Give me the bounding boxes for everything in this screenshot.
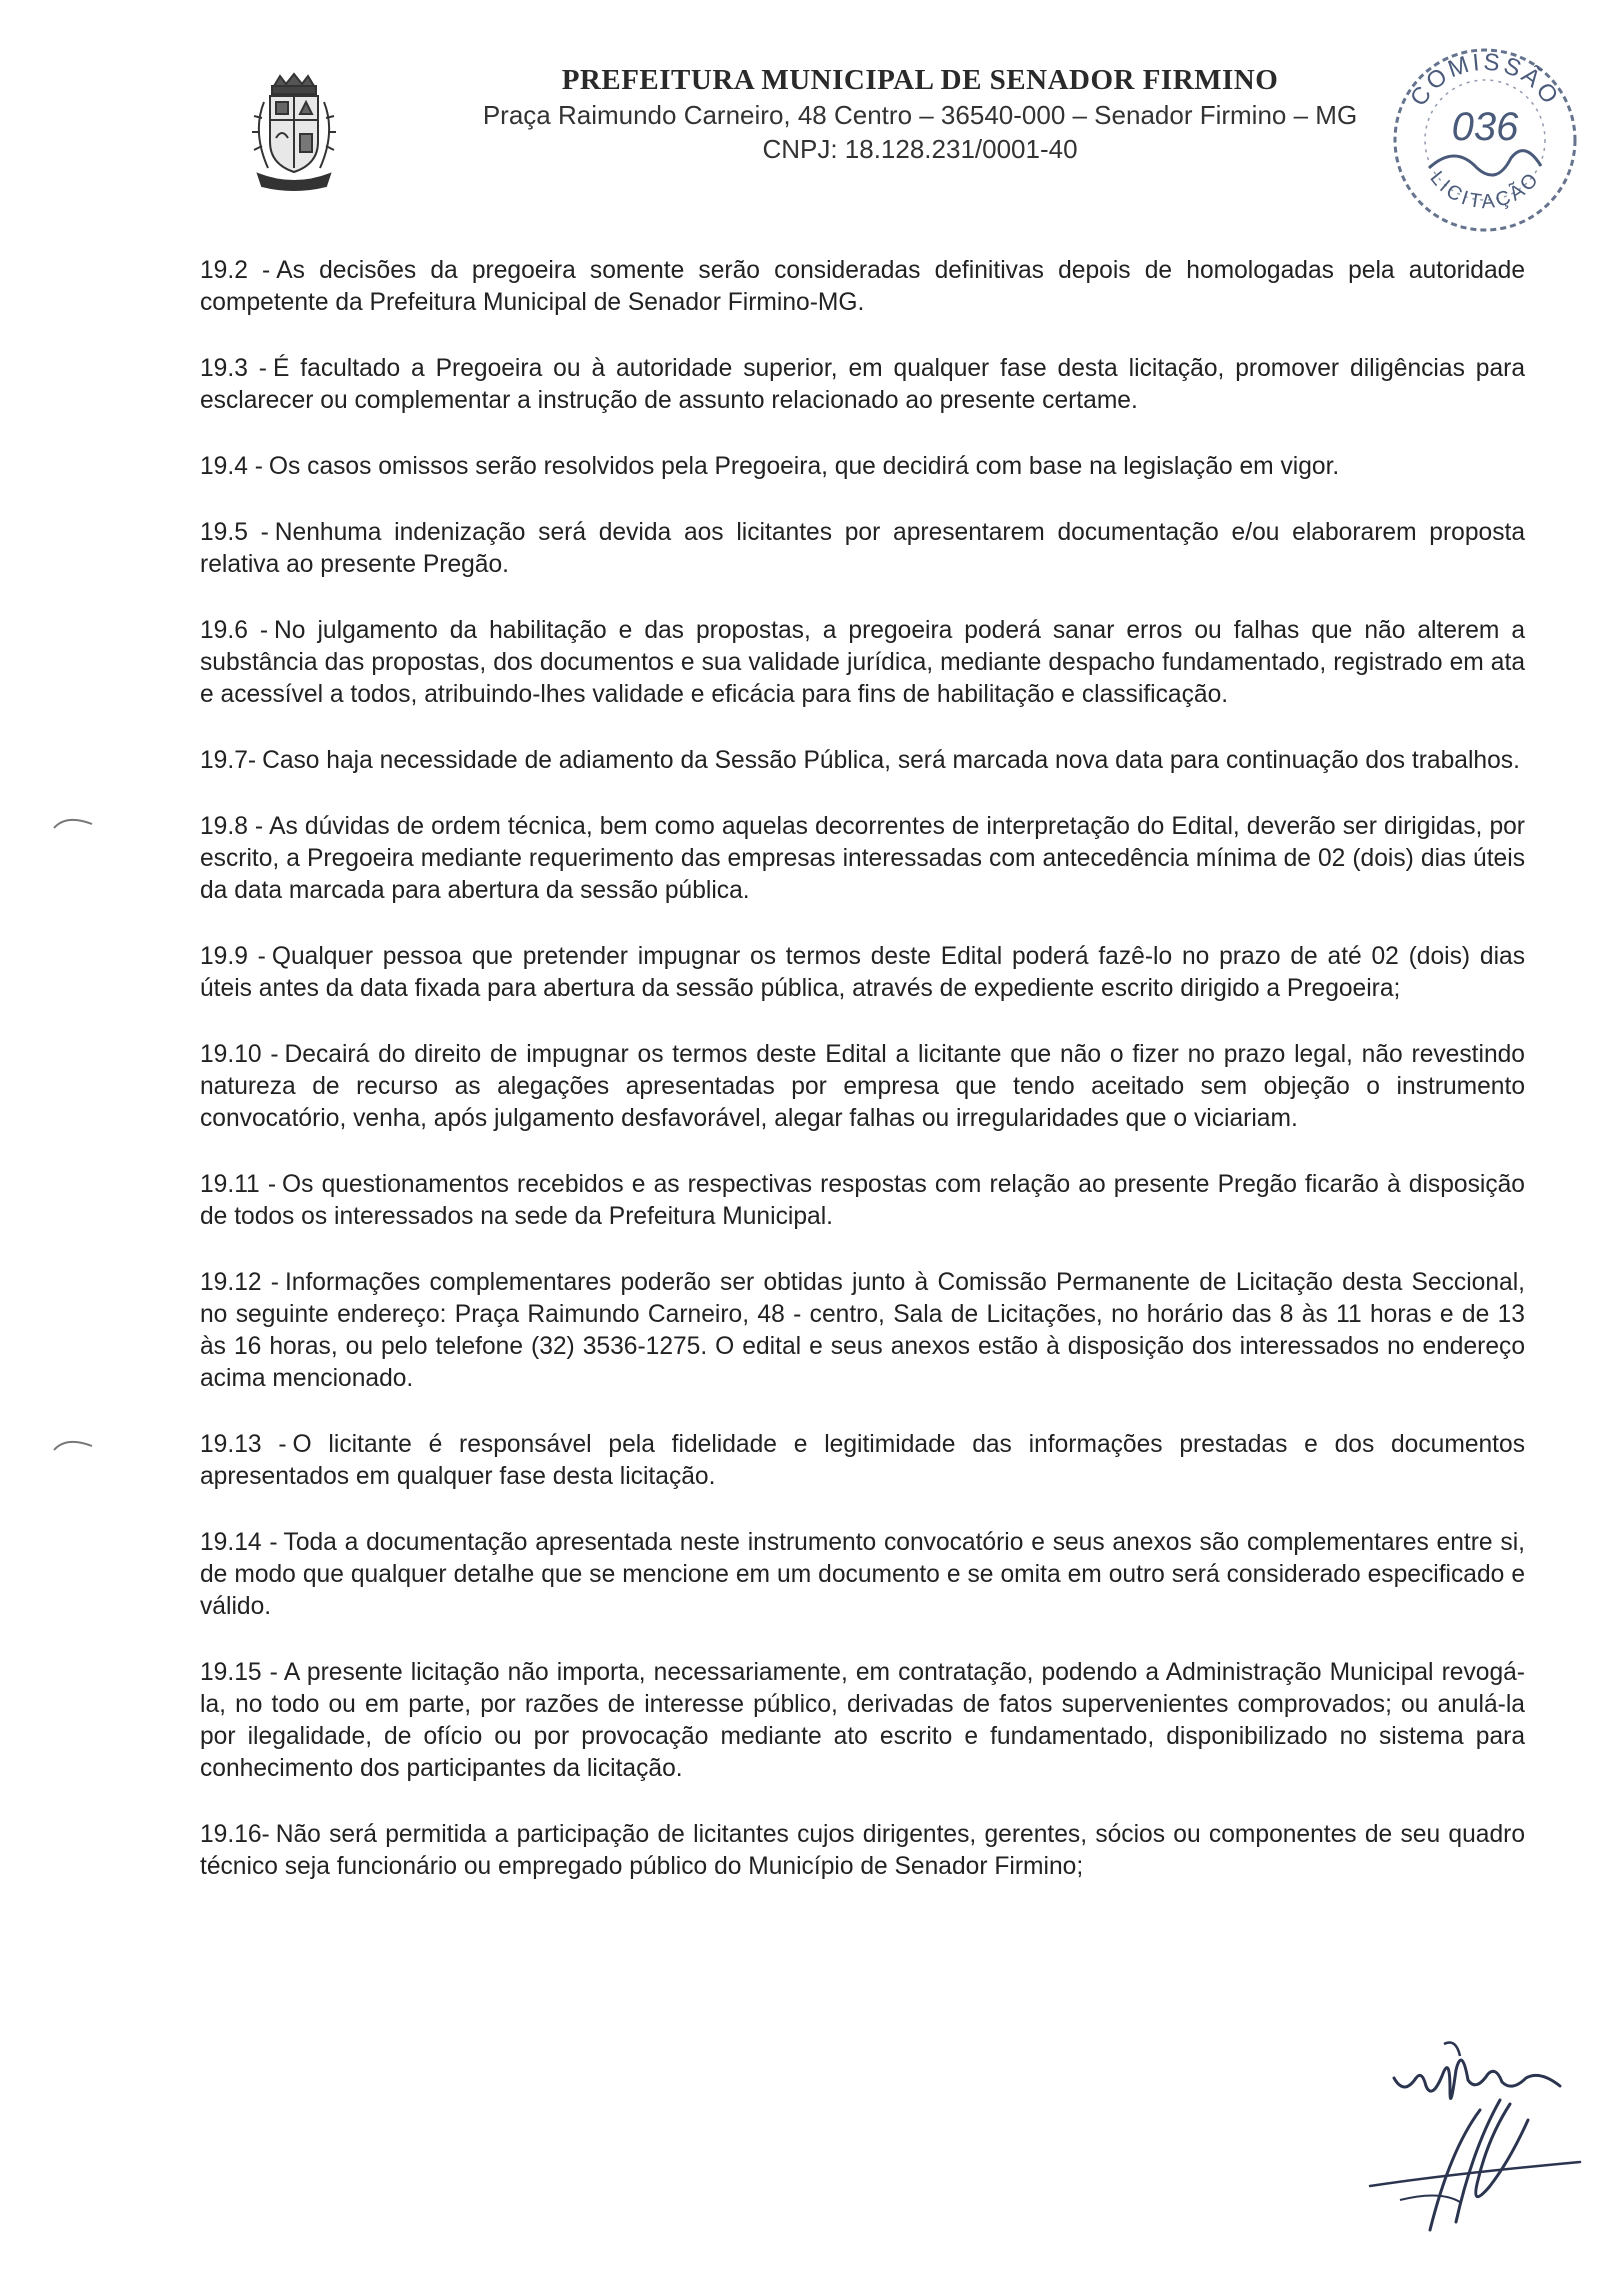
clause-19-7: 19.7- Caso haja necessidade de adiamento da Sessão Pública, será marcada nova data para continuação dos trabalhos. <box>200 747 1520 774</box>
letterhead <box>420 62 1420 166</box>
clause-19-10: 19.10 - Decairá do direito de impugnar os termos deste Edital a licitante que não o fizer no prazo legal, não revestindo natureza de recurso as alegações apresentadas por empresa que tendo aceitado sem objeção o instrumento convocatório, venha, após julgamento desfavorável, alegar falhas ou irregularidades que o viciariam. <box>200 1041 1525 1132</box>
letterhead-cnpj: CNPJ: 18.128.231/0001-40 <box>762 134 1078 164</box>
stamp-bottom-text: LICITAÇÃO <box>1425 167 1545 214</box>
margin-mark-icon <box>52 1432 96 1454</box>
clause-19-15: 19.15 - A presente licitação não importa, necessariamente, em contratação, podendo a Administração Municipal revogá-la, no todo ou em parte, por razões de interesse público, derivadas de fatos supervenientes comprovados; ou anulá-la por ilegalidade, de ofício ou por provocação mediante ato escrito e fundamentado, disponibilizado no sistema para conhecimento dos participantes da licitação. <box>200 1659 1525 1782</box>
clause-19-4: 19.4 - Os casos omissos serão resolvidos pela Pregoeira, que decidirá com base na legislação em vigor. <box>200 453 1340 480</box>
clause-19-2: 19.2 - As decisões da pregoeira somente serão consideradas definitivas depois de homologadas pela autoridade competente da Prefeitura Municipal de Senador Firmino-MG. <box>200 257 1526 316</box>
clause-19-6: 19.6 - No julgamento da habilitação e das propostas, a pregoeira poderá sanar erros ou falhas que não alterem a substância das propostas, dos documentos e sua validade jurídica, mediante despacho fundamentado, registrado em ata e acessível a todos, atribuindo-lhes validade e eficácia para fins de habilitação e classificação. <box>200 617 1526 708</box>
letterhead-address: Praça Raimundo Carneiro, 48 Centro – 36540-000 – Senador Firmino – MG <box>482 100 1358 130</box>
clause-19-12: 19.12 - Informações complementares poderão ser obtidas junto à Comissão Permanente de Licitação desta Seccional, no seguinte endereço: Praça Raimundo Carneiro, 48 - centro, Sala de Licitações, no horário das 8 às 11 horas e de 13 às 16 horas, ou pelo telefone (32) 3536-1275. O edital e seus anexos estão à disposição dos interessados no endereço acima mencionado. <box>200 1269 1525 1392</box>
stamp-top-text: COMISSÃO <box>1404 48 1566 112</box>
clause-19-5: 19.5 - Nenhuma indenização será devida aos licitantes por apresentarem documentação e/ou elaborarem proposta relativa ao presente Pregão. <box>200 519 1525 578</box>
clause-19-13: 19.13 - O licitante é responsável pela fidelidade e legitimidade das informações prestadas e dos documentos apresentados em qualquer fase desta licitação. <box>200 1431 1525 1490</box>
clause-19-14: 19.14 - Toda a documentação apresentada neste instrumento convocatório e seus anexos são complementares entre si, de modo que qualquer detalhe que se mencione em um documento e se omita em outro será considerado especificado e válido. <box>200 1529 1525 1620</box>
letterhead-title: PREFEITURA MUNICIPAL DE SENADOR FIRMINO <box>561 64 1279 96</box>
clause-19-16: 19.16- Não será permitida a participação de licitantes cujos dirigentes, gerentes, sócios ou componentes de seu quadro técnico seja funcionário ou empregado público do Município de Senador Firmino; <box>200 1821 1525 1880</box>
clause-19-8: 19.8 - As dúvidas de ordem técnica, bem como aquelas decorrentes de interpretação do Edital, deverão ser dirigidas, por escrito, a Pregoeira mediante requerimento das empresas interessadas com antecedência mínima de 02 (dois) dias úteis da data marcada para abertura da sessão pública. <box>200 813 1525 904</box>
signature-icon <box>1360 2090 1590 2240</box>
stamp-icon <box>1385 40 1585 240</box>
coat-of-arms-icon <box>248 72 340 194</box>
clause-19-11: 19.11 - Os questionamentos recebidos e as respectivas respostas com relação ao presente Pregão ficarão à disposição de todos os interessados na sede da Prefeitura Municipal. <box>200 1171 1525 1230</box>
clause-19-9: 19.9 - Qualquer pessoa que pretender impugnar os termos deste Edital poderá fazê-lo no prazo de até 02 (dois) dias úteis antes da data fixada para abertura da sessão pública, através de expediente escrito dirigido a Pregoeira; <box>200 943 1526 1002</box>
margin-mark-icon <box>52 810 96 832</box>
clause-19-3: 19.3 - É facultado a Pregoeira ou à autoridade superior, em qualquer fase desta licitação, promover diligências para esclarecer ou complementar a instrução de assunto relacionado ao presente certame. <box>200 355 1526 414</box>
clause-list <box>200 255 1525 1883</box>
stamp-number: 036 <box>1451 105 1519 149</box>
